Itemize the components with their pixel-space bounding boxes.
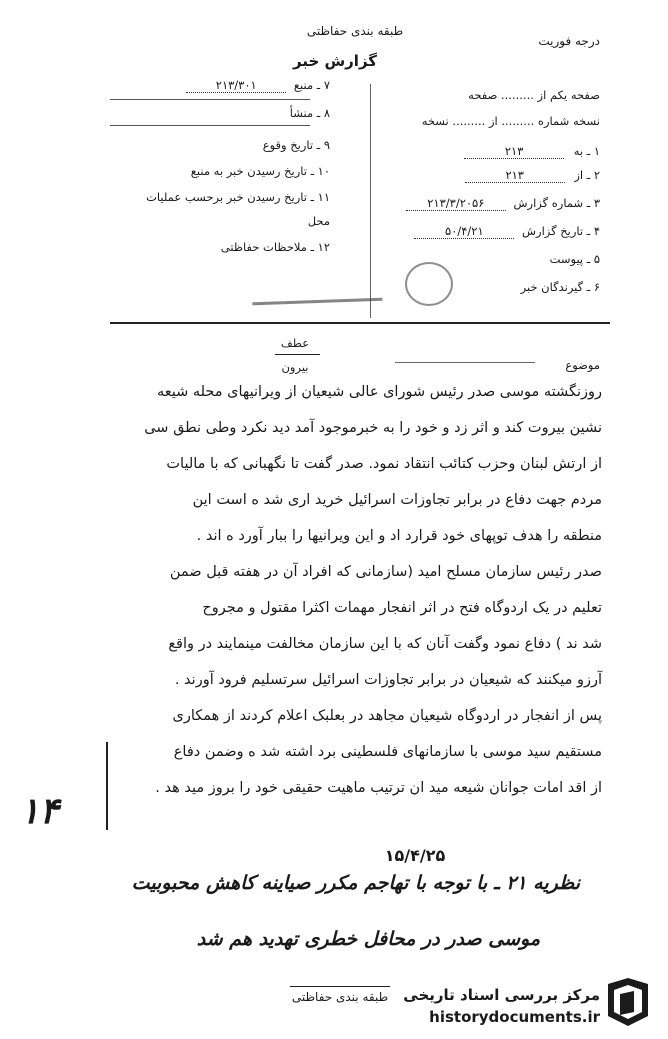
body-line: مردم جهت دفاع در برابر تجاوزات اسرائیل خرید اری شد ه است این [192,492,602,508]
field-report-date-label: ۴ ـ تاریخ گزارش [521,224,600,238]
body-line: از ارتش لبنان وحزب کتائب انتقاد نمود. صدر گفت تا نگهبانی که با مالیات [166,456,602,472]
field-copy-number-label: نسخه شماره ......... از ......... نسخه [421,114,600,128]
field-origin [110,106,330,120]
handwritten-note-line2: موسی صدر در محافل خطری تهدید هم شد [196,928,540,950]
field-to-label: ۱ ـ به [573,144,600,158]
field-attachment-label: ۵ ـ پیوست [549,252,600,266]
field-report-number-value: ۲۱۳/۳/۲۰۵۶ [406,196,506,211]
field-report-date-value: ۵۰/۴/۲۱ [414,224,514,239]
body-line: صدر رئیس سازمان مسلح امید (سازمانی که افراد آن در هفته قبل ضمن [169,564,602,580]
field-arrival-date-ops [100,190,330,204]
field-location [100,214,330,228]
field-security-notes [100,240,330,254]
field-to-value: ۲۱۳ [464,144,564,159]
stamp-mark [405,262,453,306]
field-event-date [110,138,330,152]
form-rule-top [110,99,310,100]
field-to [390,144,600,159]
dept-separator [275,354,320,355]
report-title: گزارش خبر [292,52,378,70]
field-source [110,78,330,93]
field-report-number-label: ۳ ـ شماره گزارش [513,196,600,210]
stamp-scribble [252,278,383,306]
body-line: آرزو میکنند که شیعیان در برابر تجاوزات اسرائیل سرتسلیم فرود آورند . [174,672,602,688]
field-arrival-date-ops-label: ۱۱ ـ تاریخ رسیدن خبر برحسب عملیات [146,190,330,204]
field-source-value: ۲۱۳/۳۰۱ [186,78,286,93]
field-arrival-date-source [100,164,330,178]
report-body [110,384,602,816]
body-line: تعلیم در یک اردوگاه فتح در اثر انفجار مهمات اکثرا مقتول و مجروح [202,600,602,616]
watermark-url: historydocuments.ir [429,1008,600,1026]
form-rule-origin [110,125,310,126]
classification-header: طبقه بندی حفاظتی [306,24,404,38]
field-arrival-date-source-label: ۱۰ ـ تاریخ رسیدن خبر به منبع [190,164,330,178]
body-line: پس از انفجار در اردوگاه شیعیان مجاهد در بعلبک اعلام کردند از همکاری [172,708,602,724]
body-line: شد ند ) دفاع نمود وگفت آنان که با این سازمان مخالفت مینمایند در واقع [168,636,602,652]
body-line: از اقد امات جوانان شیعه مید ان ترتیب ماهیت حقیقی خود را بروز مید هد . [155,780,602,796]
field-copy-number [390,114,600,128]
watermark-title: مرکز بررسی اسناد تاریخی [403,986,600,1004]
footer-rule [290,986,390,987]
body-line: مستقیم سید موسی با سازمانهای فلسطینی برد اشته شد ه وضمن دفاع [173,744,602,760]
dept-top: عطف [280,336,310,350]
field-from [390,168,600,183]
subject-rule [395,362,535,363]
archive-logo-icon [604,976,652,1028]
field-from-value: ۲۱۳ [465,168,565,183]
dept-bottom: بیرون [281,360,309,374]
field-source-label: ۷ ـ منبع [293,78,330,92]
field-origin-label: ۸ ـ منشأ [289,106,330,120]
body-line: منطقه را هدف توپهای خود قرارد اد و این ویرانیها را ببار آورد ه اند . [196,528,602,544]
handwritten-note-line1: نظریه ۲۱ ـ با توجه با تهاجم مکرر صیاینه کاهش محبوبیت [131,872,580,894]
margin-note: ۱۴ [20,790,59,832]
field-from-label: ۲ ـ از [574,168,600,182]
body-line: روزنگشته موسی صدر رئیس شورای عالی شیعیان از ویرانیهای محله شیعه [156,384,602,400]
body-line: نشین بیروت کند و اثر زد و خود را به خبرموجود آمد دید نکرد وطی نطق سی [144,420,602,436]
field-recipients-label: ۶ ـ گیرندگان خبر [520,280,600,294]
form-rule-bottom [110,322,610,324]
field-event-date-label: ۹ ـ تاریخ وقوع [262,138,330,152]
body-date: ۱۵/۴/۲۵ [384,846,446,865]
field-security-notes-label: ۱۲ ـ ملاحظات حفاظتی [220,240,330,254]
margin-bracket [106,742,108,830]
field-report-number [380,196,600,211]
field-location-label: محل [307,214,330,228]
field-page-count-label: صفحه یکم از ......... صفحه [468,88,600,102]
classification-footer: طبقه بندی حفاظتی [291,990,389,1004]
field-page-count [390,88,600,102]
urgency-label: درجه فوریت [538,34,600,48]
field-report-date [380,224,600,239]
subject-label: موضوع [565,358,600,372]
